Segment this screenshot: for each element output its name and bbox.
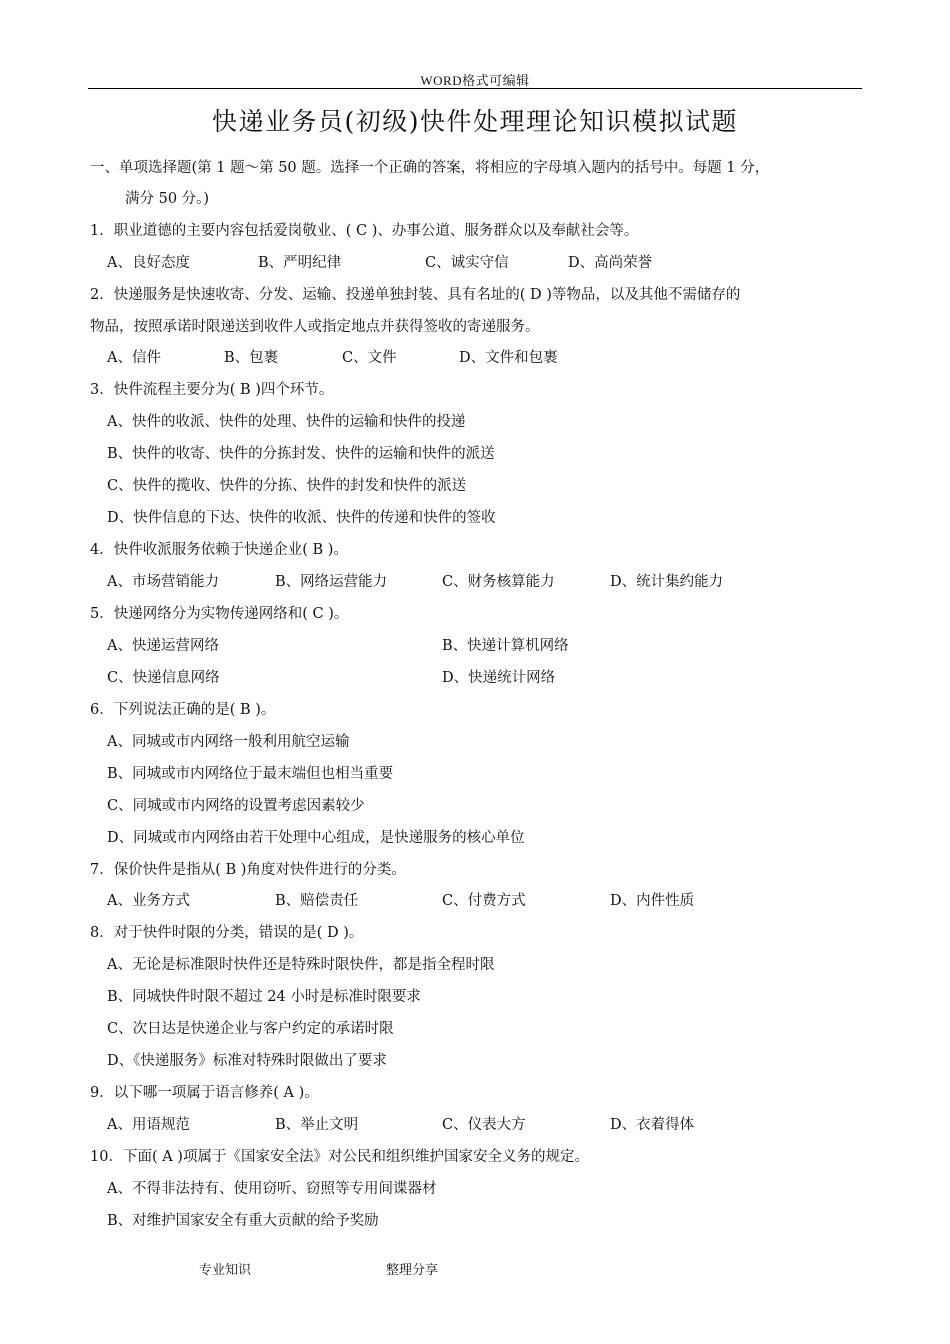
question-stem: 1．职业道德的主要内容包括爱岗敬业、( C )、办事公道、服务群众以及奉献社会等。	[90, 223, 639, 239]
option: A、业务方式	[107, 893, 190, 909]
option: A、同城或市内网络一般利用航空运输	[107, 734, 350, 750]
option: D、衣着得体	[610, 1117, 695, 1133]
question-stem: 10．下面( A )项属于《国家安全法》对公民和组织维护国家安全义务的规定。	[90, 1149, 589, 1165]
option: D、《快递服务》标准对特殊时限做出了要求	[107, 1053, 387, 1069]
question-stem: 4．快件收派服务依赖于快递企业( B )。	[90, 542, 348, 558]
option: D、统计集约能力	[610, 574, 724, 590]
option: B、同城快件时限不超过 24 小时是标准时限要求	[107, 989, 421, 1005]
option: B、举止文明	[275, 1117, 359, 1133]
option: D、快件信息的下达、快件的收派、快件的传递和快件的签收	[107, 510, 496, 526]
option: A、良好态度	[107, 255, 190, 271]
question-stem-cont: 物品，按照承诺时限递送到收件人或指定地点并获得签收的寄递服务。	[90, 319, 540, 335]
page-title: 快递业务员(初级)快件处理理论知识模拟试题	[211, 107, 738, 136]
option: B、快递计算机网络	[442, 638, 569, 654]
question-stem: 6．下列说法正确的是( B )。	[90, 702, 276, 718]
option: C、仪表大方	[442, 1117, 526, 1133]
option: C、次日达是快递企业与客户约定的承诺时限	[107, 1021, 394, 1037]
option: D、高尚荣誉	[568, 255, 653, 271]
option: C、文件	[342, 350, 397, 366]
option: D、文件和包裹	[459, 350, 558, 366]
question-stem: 5．快递网络分为实物传递网络和( C )。	[90, 606, 349, 622]
option: A、快件的收派、快件的处理、快件的运输和快件的投递	[107, 414, 466, 430]
option: D、内件性质	[610, 893, 695, 909]
option: C、诚实守信	[425, 255, 509, 271]
option: A、不得非法持有、使用窃听、窃照等专用间谍器材	[107, 1181, 437, 1197]
option: A、市场营销能力	[107, 574, 219, 590]
question-stem: 9．以下哪一项属于语言修养( A )。	[90, 1085, 319, 1101]
option: B、快件的收寄、快件的分拣封发、快件的运输和快件的派送	[107, 446, 495, 462]
option: A、用语规范	[107, 1117, 190, 1133]
option: B、对维护国家安全有重大贡献的给予奖励	[107, 1213, 379, 1229]
footer-left: 专业知识	[199, 1262, 252, 1277]
option: C、付费方式	[442, 893, 526, 909]
question-stem: 3．快件流程主要分为( B )四个环节。	[90, 382, 334, 398]
option: B、网络运营能力	[275, 574, 388, 590]
question-stem: 7．保价快件是指从( B )角度对快件进行的分类。	[90, 862, 406, 878]
section-instructions: 一、单项选择题(第 1 题～第 50 题。选择一个正确的答案，将相应的字母填入题内的括号中。每题 1 分，	[90, 160, 770, 176]
option: B、包裹	[224, 350, 279, 366]
option: A、信件	[107, 350, 161, 366]
question-stem: 2．快递服务是快速收寄、分发、运输、投递单独封装、具有名址的( D )等物品，以及其他不需储存的	[90, 287, 741, 303]
option: D、快递统计网络	[442, 670, 556, 686]
section-instructions-cont: 满分 50 分。)	[125, 191, 210, 207]
option: C、快件的揽收、快件的分拣、快件的封发和快件的派送	[107, 478, 467, 494]
option: B、严明纪律	[258, 255, 342, 271]
option: C、快递信息网络	[107, 670, 220, 686]
option: A、快递运营网络	[107, 638, 219, 654]
option: B、同城或市内网络位于最末端但也相当重要	[107, 766, 394, 782]
option: C、同城或市内网络的设置考虑因素较少	[107, 798, 365, 814]
question-stem: 8．对于快件时限的分类，错误的是( D )。	[90, 925, 364, 941]
page-header-text: WORD格式可编辑	[420, 73, 530, 88]
option: D、同城或市内网络由若干处理中心组成，是快递服务的核心单位	[107, 830, 525, 846]
option: C、财务核算能力	[442, 574, 555, 590]
option: A、无论是标准限时快件还是特殊时限快件，都是指全程时限	[107, 957, 495, 973]
footer-right: 整理分享	[386, 1262, 439, 1277]
option: B、赔偿责任	[275, 893, 359, 909]
